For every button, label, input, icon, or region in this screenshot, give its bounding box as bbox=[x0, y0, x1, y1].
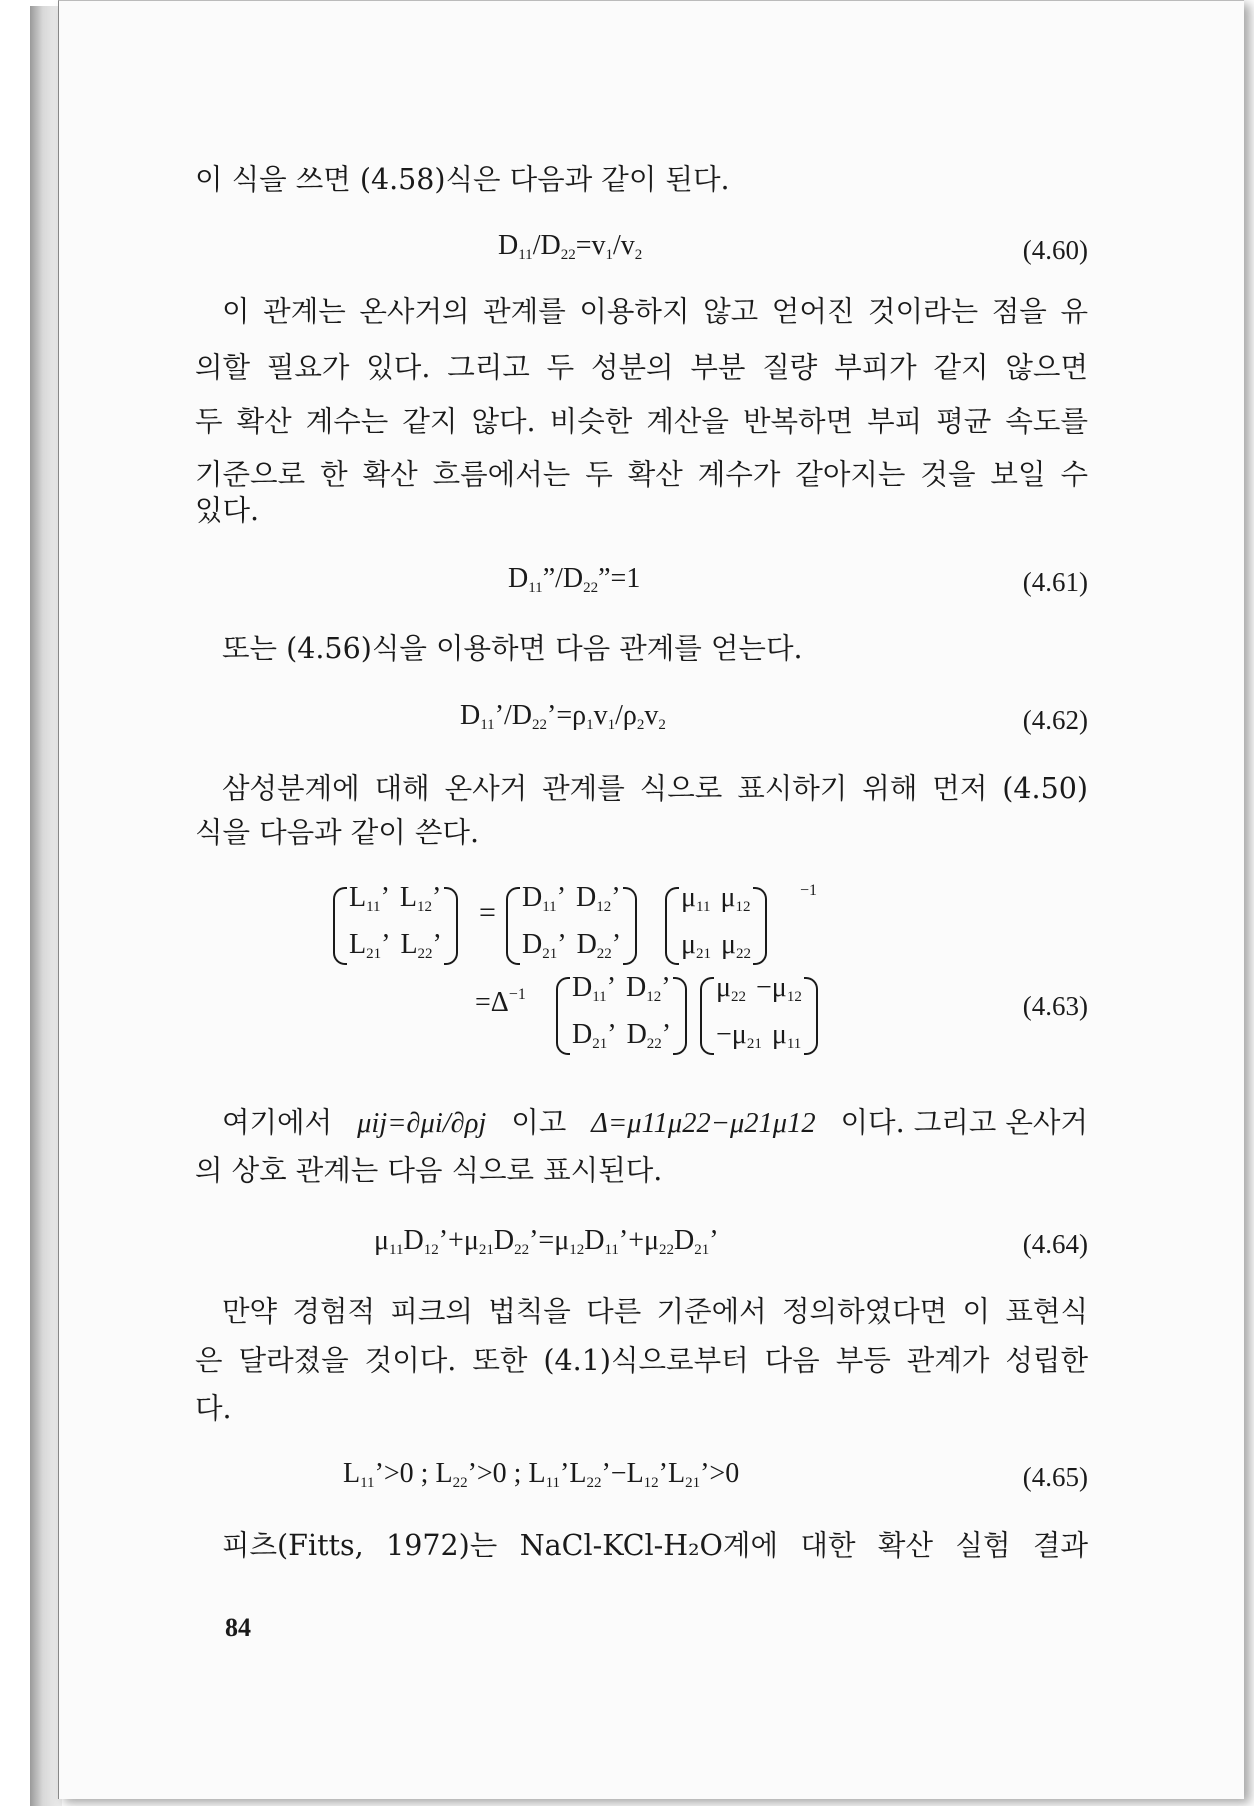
equation-number: (4.65) bbox=[1022, 1462, 1088, 1492]
text-line: 의 상호 관계는 다음 식으로 표시된다. bbox=[195, 1154, 663, 1187]
equation-number: (4.60) bbox=[1022, 235, 1088, 265]
matrix-mu-adj: $\mu_{22}$ $-\mu_{12}$ $-\mu_{21}$ $\mu_{11}$ bbox=[700, 972, 818, 1060]
text-line: 기준으로 한 확산 흐름에서는 두 확산 계수가 같아지는 것을 보일 수 bbox=[195, 458, 1088, 491]
text-line: 이 식을 쓰면 (4.58)식은 다음과 같이 된다. bbox=[195, 163, 730, 196]
equation-4-64: $\mu_{11}D_{12}’+\mu_{21}D_{22}’=\mu_{12}D_{11}’+\mu_{22}D_{21}$’ bbox=[374, 1225, 719, 1258]
text-line: 다. bbox=[195, 1392, 232, 1425]
text-segment: 이고 bbox=[511, 1106, 567, 1139]
text-line: 두 확산 계수는 같지 않다. 비슷한 계산을 반복하면 부피 평균 속도를 bbox=[195, 405, 1088, 438]
text-line bbox=[222, 1107, 1088, 1139]
text-line: 삼성분계에 대해 온사거 관계를 식으로 표시하기 위해 먼저 (4.50) bbox=[222, 772, 1088, 805]
text-line: 만약 경험적 피크의 법칙을 다른 기준에서 정의하였다면 이 표현식 bbox=[222, 1295, 1088, 1328]
text-segment: 여기에서 bbox=[222, 1106, 333, 1139]
matrix-D-2: $D_{11}$’ $D_{12}$’ $D_{21}$’ $D_{22}$’ bbox=[556, 972, 687, 1060]
delta-inverse: $=\Delta^{-1}$ bbox=[475, 986, 526, 1018]
text-line: 피츠(Fitts, 1972)는 NaCl-KCl-H₂O계에 대한 확산 실험 결과 bbox=[222, 1529, 1088, 1562]
equation-4-62: $D_{11}’/D_{22}’=\rho_1v_1/\rho_2v_2$ bbox=[460, 700, 666, 733]
equals-sign: = bbox=[479, 896, 496, 929]
text-line: 은 달라졌을 것이다. 또한 (4.1)식으로부터 다음 부등 관계가 성립한 bbox=[195, 1344, 1088, 1377]
matrix-L: $L_{11}$’ $L_{12}$’ $L_{21}$’ $L_{22}$’ bbox=[333, 882, 458, 970]
equation-4-65: $L_{11}’>0$ ; $L_{22}’>0$ ; $L_{11}’L_{22}’-L_{12}’L_{21}’>0$ bbox=[343, 1458, 740, 1491]
page-number: 84 bbox=[225, 1613, 251, 1642]
math-inline: Δ=μ11μ22−μ21μ12 bbox=[591, 1108, 816, 1139]
text-line: 의할 필요가 있다. 그리고 두 성분의 부분 질량 부피가 같지 않으면 bbox=[195, 351, 1088, 384]
equation-4-61: $D_{11}”/D_{22}”=1$ bbox=[508, 563, 641, 596]
math-inline: μij=∂μi/∂ρj bbox=[357, 1108, 487, 1139]
text-line: 이 관계는 온사거의 관계를 이용하지 않고 얻어진 것이라는 점을 유 bbox=[222, 295, 1088, 328]
equation-number: (4.64) bbox=[1022, 1229, 1088, 1259]
matrix-D: $D_{11}$’ $D_{12}$’ $D_{21}$’ $D_{22}$’ bbox=[506, 882, 637, 970]
text-line: 식을 다음과 같이 쓴다. bbox=[195, 816, 480, 849]
text-segment: 이다. 그리고 온사거 bbox=[840, 1106, 1088, 1139]
equation-number: (4.62) bbox=[1022, 705, 1088, 735]
text-line: 있다. bbox=[195, 494, 260, 527]
inverse-exponent: −1 bbox=[800, 882, 818, 899]
equation-number: (4.63) bbox=[1022, 991, 1088, 1021]
matrix-mu: $\mu_{11}$ $\mu_{12}$ $\mu_{21}$ $\mu_{22}$ bbox=[665, 882, 767, 970]
equation-4-60: $D_{11}/D_{22}=v_1/v_2$ bbox=[498, 230, 643, 263]
equation-number: (4.61) bbox=[1022, 567, 1088, 597]
text-line: 또는 (4.56)식을 이용하면 다음 관계를 얻는다. bbox=[222, 632, 803, 665]
